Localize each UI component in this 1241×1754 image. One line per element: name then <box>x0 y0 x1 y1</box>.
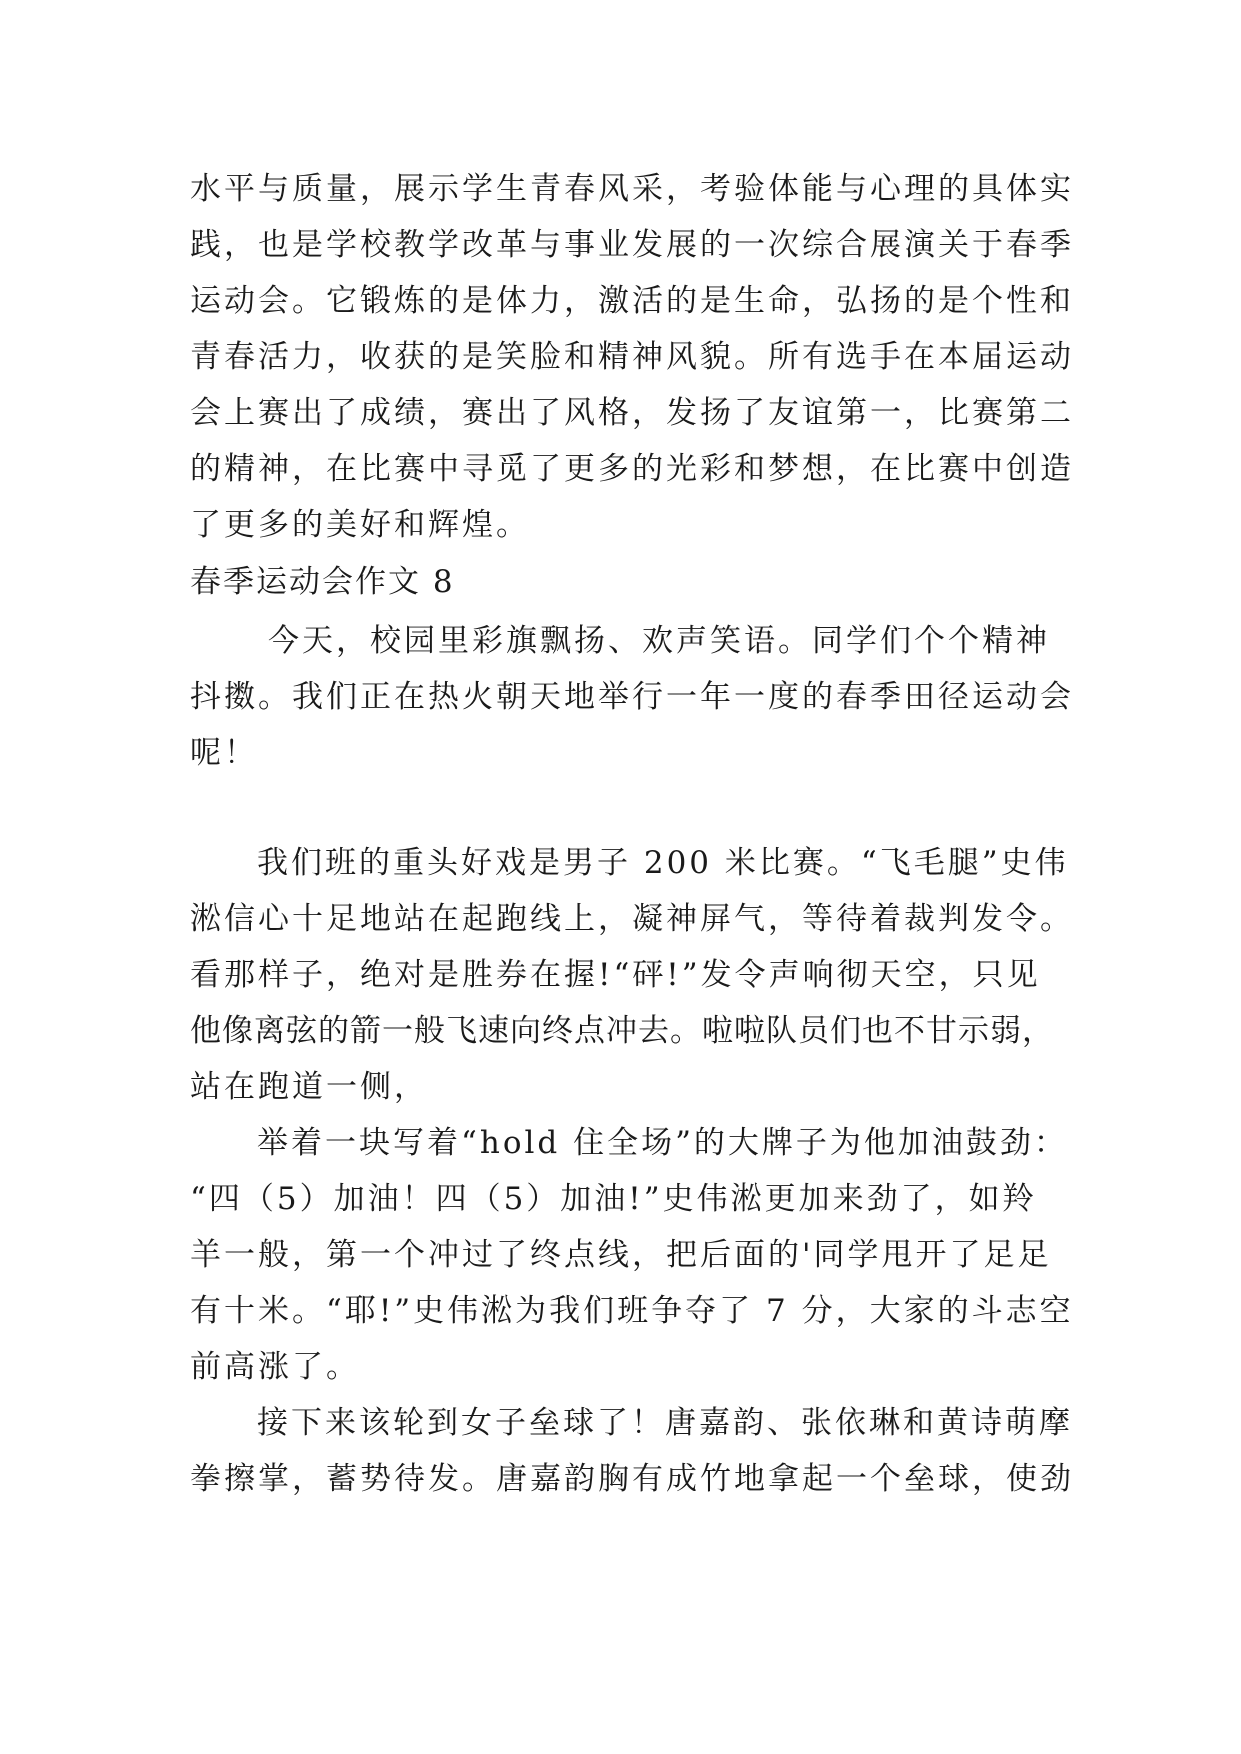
text-line: 淞信心十足地站在起跑线上，凝神屏气，等待着裁判发令。 <box>190 901 1074 937</box>
text-line: 践，也是学校教学改革与事业发展的一次综合展演关于春季 <box>190 227 1074 263</box>
text-line: 我们班的重头好戏是男子 200 米比赛。“飞毛腿”史伟 <box>257 845 1069 881</box>
text-line: 拳擦掌，蓄势待发。唐嘉韵胸有成竹地拿起一个垒球，使劲 <box>190 1461 1074 1497</box>
text-line: 他像离弦的箭一般飞速向终点冲去。啦啦队员们也不甘示弱， <box>190 1013 1054 1049</box>
text-line: 羊一般，第一个冲过了终点线，把后面的'同学甩开了足足 <box>190 1237 1052 1273</box>
text-line: 会上赛出了成绩，赛出了风格，发扬了友谊第一，比赛第二 <box>190 395 1074 431</box>
text-line: 接下来该轮到女子垒球了！唐嘉韵、张依琳和黄诗萌摩 <box>257 1405 1073 1441</box>
text-line: 今天，校园里彩旗飘扬、欢声笑语。同学们个个精神 <box>268 623 1050 659</box>
text-line: 水平与质量，展示学生青春风采，考验体能与心理的具体实 <box>190 171 1074 207</box>
text-line: 的精神，在比赛中寻觅了更多的光彩和梦想，在比赛中创造 <box>190 451 1074 487</box>
text-line: 有十米。“耶!”史伟淞为我们班争夺了 7 分，大家的斗志空 <box>190 1293 1074 1329</box>
text-line: 前高涨了。 <box>190 1349 360 1385</box>
text-line: 看那样子，绝对是胜券在握!“砰!”发令声响彻天空，只见 <box>190 957 1041 993</box>
text-line: 站在跑道一侧， <box>190 1069 428 1105</box>
text-line: “四（5）加油！四（5）加油!”史伟淞更加来劲了，如羚 <box>190 1181 1037 1217</box>
text-line: 举着一块写着“hold 住全场”的大牌子为他加油鼓劲： <box>257 1125 1068 1161</box>
text-line: 了更多的美好和辉煌。 <box>190 507 530 543</box>
text-line: 青春活力，收获的是笑脸和精神风貌。所有选手在本届运动 <box>190 339 1074 375</box>
text-line: 抖擞。我们正在热火朝天地举行一年一度的春季田径运动会 <box>190 679 1074 715</box>
text-line: 呢！ <box>190 735 258 771</box>
section-heading: 春季运动会作文 8 <box>190 564 455 600</box>
text-line: 运动会。它锻炼的是体力，激活的是生命，弘扬的是个性和 <box>190 283 1074 319</box>
